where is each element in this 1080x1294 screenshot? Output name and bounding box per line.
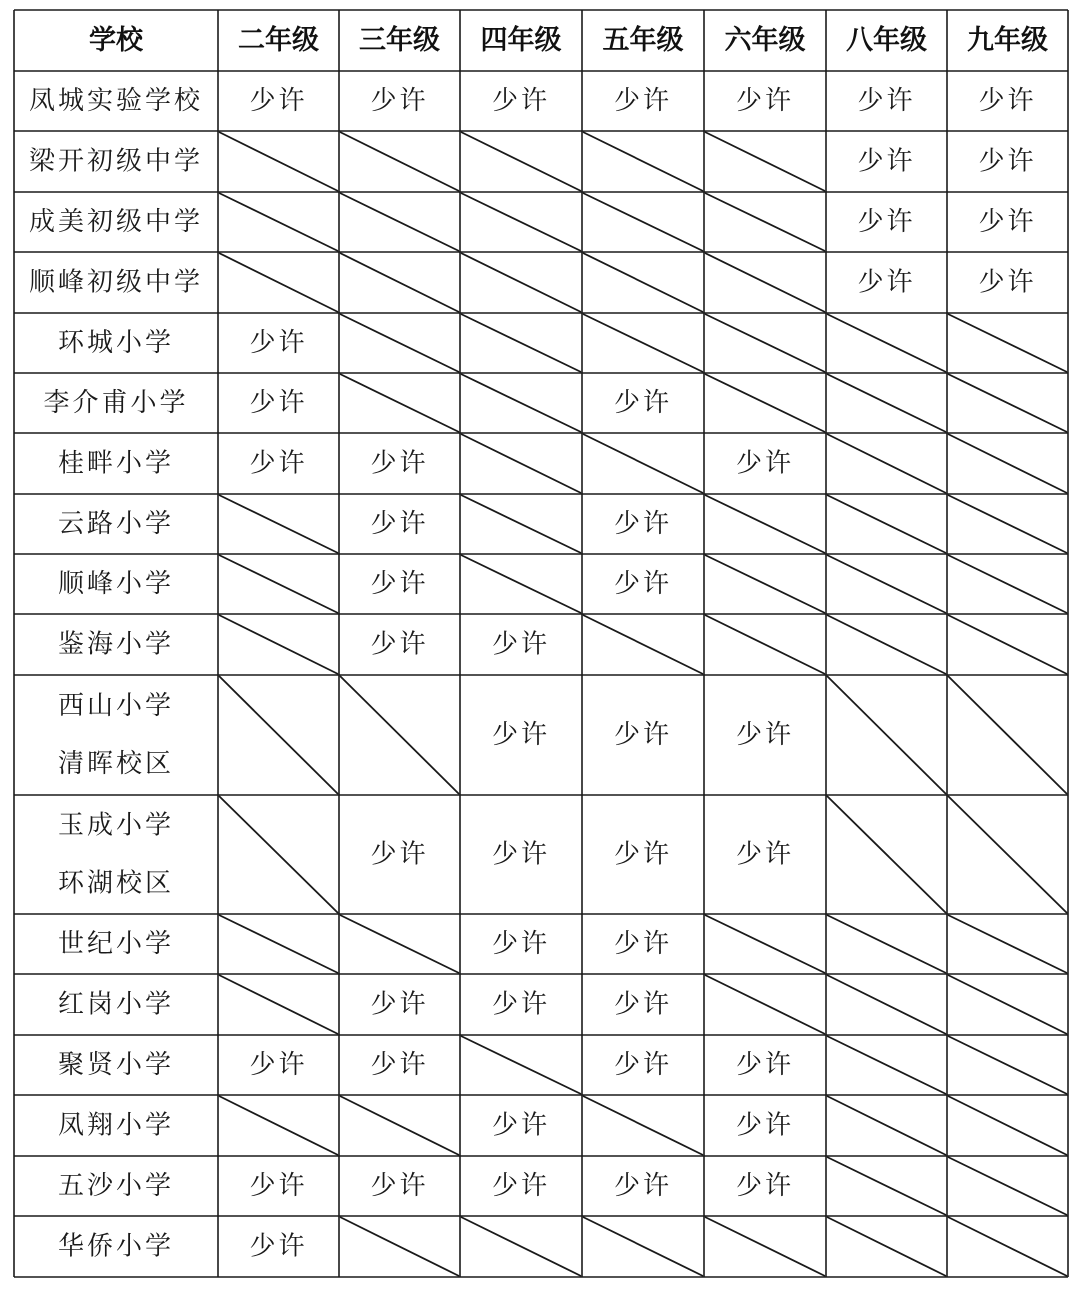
empty-cell-diagonal bbox=[705, 374, 825, 432]
empty-cell-diagonal bbox=[340, 193, 459, 251]
empty-cell-diagonal bbox=[219, 975, 338, 1034]
empty-cell-diagonal bbox=[827, 615, 946, 674]
empty-cell-diagonal bbox=[705, 975, 825, 1034]
school-name: 桂畔小学 bbox=[57, 448, 175, 479]
school-name: 鉴海小学 bbox=[57, 629, 175, 660]
empty-cell-diagonal bbox=[219, 132, 338, 191]
school-name: 环湖校区 bbox=[57, 868, 175, 899]
empty-cell-diagonal bbox=[461, 193, 581, 251]
cell-mark: 少许 bbox=[735, 448, 795, 479]
cell-mark: 少许 bbox=[857, 267, 916, 298]
cell-mark: 少许 bbox=[491, 839, 551, 870]
empty-cell-diagonal bbox=[219, 796, 338, 913]
empty-cell-diagonal bbox=[583, 615, 703, 674]
empty-cell-diagonal bbox=[948, 374, 1067, 432]
empty-cell-diagonal bbox=[827, 1096, 946, 1155]
empty-cell-diagonal bbox=[461, 374, 581, 432]
school-name: 凤城实验学校 bbox=[28, 86, 204, 116]
empty-cell-diagonal bbox=[583, 434, 703, 493]
empty-cell-diagonal bbox=[705, 555, 825, 613]
cell-mark: 少许 bbox=[613, 720, 673, 750]
cell-mark: 少许 bbox=[491, 929, 551, 959]
empty-cell-diagonal bbox=[705, 193, 825, 251]
empty-cell-diagonal bbox=[705, 615, 825, 674]
empty-cell-diagonal bbox=[827, 495, 946, 553]
empty-cell-diagonal bbox=[827, 1036, 946, 1094]
cell-mark: 少许 bbox=[978, 207, 1037, 237]
header-grade-5: 六年级 bbox=[724, 25, 806, 56]
cell-mark: 少许 bbox=[613, 569, 673, 599]
cell-mark: 少许 bbox=[370, 1171, 429, 1201]
header-grade-2: 三年级 bbox=[359, 25, 440, 56]
empty-cell-diagonal bbox=[583, 132, 703, 191]
school-name: 环城小学 bbox=[57, 328, 175, 358]
empty-cell-diagonal bbox=[461, 132, 581, 191]
cell-mark: 少许 bbox=[491, 720, 551, 750]
empty-cell-diagonal bbox=[705, 314, 825, 372]
cell-mark: 少许 bbox=[370, 1050, 429, 1080]
empty-cell-diagonal bbox=[340, 132, 459, 191]
empty-cell-diagonal bbox=[948, 314, 1067, 372]
cell-mark: 少许 bbox=[249, 388, 308, 418]
cell-mark: 少许 bbox=[491, 1110, 551, 1141]
empty-cell-diagonal bbox=[948, 796, 1067, 913]
cell-mark: 少许 bbox=[735, 86, 795, 116]
cell-mark: 少许 bbox=[613, 839, 673, 870]
empty-cell-diagonal bbox=[705, 132, 825, 191]
cell-mark: 少许 bbox=[613, 929, 673, 959]
empty-cell-diagonal bbox=[948, 615, 1067, 674]
header-grade-7: 九年级 bbox=[967, 25, 1048, 56]
empty-cell-diagonal bbox=[705, 1217, 825, 1276]
school-name: 顺峰小学 bbox=[57, 569, 175, 599]
empty-cell-diagonal bbox=[948, 434, 1067, 493]
cell-mark: 少许 bbox=[613, 509, 673, 539]
empty-cell-diagonal bbox=[827, 1217, 946, 1276]
empty-cell-diagonal bbox=[340, 676, 459, 794]
empty-cell-diagonal bbox=[827, 915, 946, 973]
empty-cell-diagonal bbox=[219, 915, 338, 973]
school-name: 红岗小学 bbox=[57, 989, 175, 1020]
cell-mark: 少许 bbox=[978, 267, 1037, 298]
empty-cell-diagonal bbox=[461, 495, 581, 553]
cell-mark: 少许 bbox=[613, 1050, 673, 1080]
cell-mark: 少许 bbox=[735, 839, 795, 870]
empty-cell-diagonal bbox=[219, 555, 338, 613]
school-name: 世纪小学 bbox=[57, 929, 175, 959]
empty-cell-diagonal bbox=[219, 495, 338, 553]
cell-mark: 少许 bbox=[249, 86, 308, 116]
empty-cell-diagonal bbox=[340, 1096, 459, 1155]
empty-cell-diagonal bbox=[948, 676, 1067, 794]
empty-cell-diagonal bbox=[948, 555, 1067, 613]
empty-cell-diagonal bbox=[827, 676, 946, 794]
cell-mark: 少许 bbox=[857, 207, 916, 237]
school-name: 聚贤小学 bbox=[57, 1050, 175, 1080]
school-name: 华侨小学 bbox=[57, 1231, 175, 1262]
empty-cell-diagonal bbox=[827, 975, 946, 1034]
cell-mark: 少许 bbox=[735, 1171, 795, 1201]
empty-cell-diagonal bbox=[705, 915, 825, 973]
cell-mark: 少许 bbox=[613, 1171, 673, 1201]
school-name: 凤翔小学 bbox=[57, 1110, 175, 1141]
school-name: 梁开初级中学 bbox=[28, 146, 204, 177]
empty-cell-diagonal bbox=[827, 314, 946, 372]
cell-mark: 少许 bbox=[249, 1171, 308, 1201]
empty-cell-diagonal bbox=[948, 975, 1067, 1034]
cell-mark: 少许 bbox=[249, 328, 308, 358]
empty-cell-diagonal bbox=[461, 1217, 581, 1276]
empty-cell-diagonal bbox=[461, 314, 581, 372]
cell-mark: 少许 bbox=[370, 629, 429, 660]
cell-mark: 少许 bbox=[370, 989, 429, 1020]
empty-cell-diagonal bbox=[705, 495, 825, 553]
empty-cell-diagonal bbox=[583, 1217, 703, 1276]
empty-cell-diagonal bbox=[340, 915, 459, 973]
header-grade-1: 二年级 bbox=[238, 25, 319, 56]
cell-mark: 少许 bbox=[249, 1050, 308, 1080]
cell-mark: 少许 bbox=[370, 569, 429, 599]
school-name: 玉成小学 bbox=[57, 810, 175, 841]
school-name: 五沙小学 bbox=[57, 1171, 175, 1201]
empty-cell-diagonal bbox=[461, 1036, 581, 1094]
cell-mark: 少许 bbox=[491, 1171, 551, 1201]
header-grade-4: 五年级 bbox=[602, 25, 684, 56]
header-grade-3: 四年级 bbox=[480, 25, 562, 56]
empty-cell-diagonal bbox=[827, 555, 946, 613]
empty-cell-diagonal bbox=[948, 495, 1067, 553]
empty-cell-diagonal bbox=[583, 314, 703, 372]
cell-mark: 少许 bbox=[249, 1231, 308, 1262]
empty-cell-diagonal bbox=[827, 434, 946, 493]
empty-cell-diagonal bbox=[219, 253, 338, 312]
cell-mark: 少许 bbox=[735, 1050, 795, 1080]
cell-mark: 少许 bbox=[613, 989, 673, 1020]
empty-cell-diagonal bbox=[827, 1157, 946, 1215]
school-name: 顺峰初级中学 bbox=[28, 267, 204, 298]
cell-mark: 少许 bbox=[491, 86, 551, 116]
cell-mark: 少许 bbox=[370, 86, 429, 116]
empty-cell-diagonal bbox=[583, 1096, 703, 1155]
empty-cell-diagonal bbox=[340, 253, 459, 312]
cell-mark: 少许 bbox=[370, 448, 429, 479]
header-grade-6: 八年级 bbox=[846, 25, 927, 56]
cell-mark: 少许 bbox=[613, 86, 673, 116]
cell-mark: 少许 bbox=[857, 86, 916, 116]
school-name: 云路小学 bbox=[57, 509, 175, 539]
empty-cell-diagonal bbox=[461, 555, 581, 613]
cell-mark: 少许 bbox=[735, 1110, 795, 1141]
school-name: 清晖校区 bbox=[57, 749, 175, 779]
cell-mark: 少许 bbox=[978, 86, 1037, 116]
empty-cell-diagonal bbox=[827, 796, 946, 913]
empty-cell-diagonal bbox=[340, 314, 459, 372]
school-name: 成美初级中学 bbox=[28, 207, 204, 237]
empty-cell-diagonal bbox=[948, 1036, 1067, 1094]
cell-mark: 少许 bbox=[491, 989, 551, 1020]
cell-mark: 少许 bbox=[491, 629, 551, 660]
school-name: 李介甫小学 bbox=[43, 388, 189, 418]
empty-cell-diagonal bbox=[948, 1217, 1067, 1276]
cell-mark: 少许 bbox=[249, 448, 308, 479]
header-school: 学校 bbox=[89, 25, 143, 56]
empty-cell-diagonal bbox=[340, 1217, 459, 1276]
empty-cell-diagonal bbox=[461, 434, 581, 493]
empty-cell-diagonal bbox=[583, 193, 703, 251]
empty-cell-diagonal bbox=[340, 374, 459, 432]
empty-cell-diagonal bbox=[948, 915, 1067, 973]
empty-cell-diagonal bbox=[705, 253, 825, 312]
cell-mark: 少许 bbox=[857, 146, 916, 177]
empty-cell-diagonal bbox=[461, 253, 581, 312]
empty-cell-diagonal bbox=[948, 1157, 1067, 1215]
empty-cell-diagonal bbox=[948, 1096, 1067, 1155]
cell-mark: 少许 bbox=[613, 388, 673, 418]
cell-mark: 少许 bbox=[735, 720, 795, 750]
empty-cell-diagonal bbox=[827, 374, 946, 432]
empty-cell-diagonal bbox=[219, 193, 338, 251]
cell-mark: 少许 bbox=[370, 509, 429, 539]
empty-cell-diagonal bbox=[219, 1096, 338, 1155]
cell-mark: 少许 bbox=[370, 839, 429, 870]
empty-cell-diagonal bbox=[583, 253, 703, 312]
empty-cell-diagonal bbox=[219, 615, 338, 674]
empty-cell-diagonal bbox=[219, 676, 338, 794]
school-name: 西山小学 bbox=[57, 691, 175, 721]
cell-mark: 少许 bbox=[978, 146, 1037, 177]
